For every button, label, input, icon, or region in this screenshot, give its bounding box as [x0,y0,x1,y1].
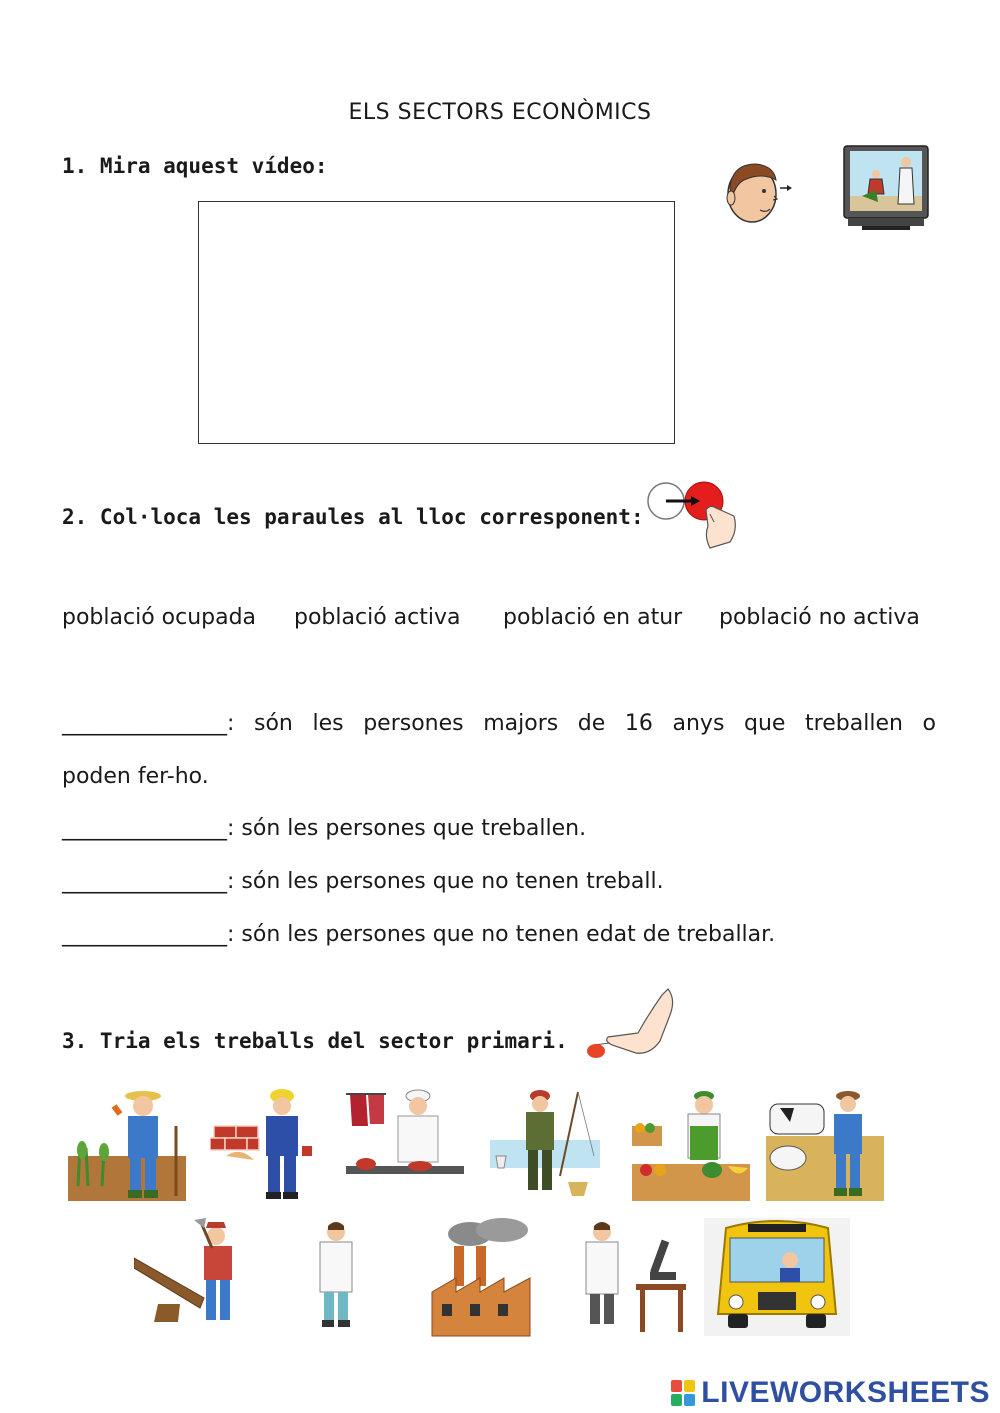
liveworksheets-logo [671,1376,990,1410]
answer-blank[interactable]: _______________ [62,816,227,841]
definition-text: : són les persones que treballen. [227,816,587,841]
video-player[interactable] [198,201,675,444]
greengrocer-icon[interactable] [632,1086,750,1201]
butcher-icon[interactable] [346,1086,464,1201]
farmer-icon[interactable] [68,1086,186,1201]
pointing-hand-icon [578,985,680,1070]
section2-heading: 2. Col·loca les paraules al lloc corresponent: [62,505,644,529]
liveworksheets-logo-icon [671,1380,695,1406]
word-bank-item[interactable]: població en atur [503,605,683,630]
brand-text: LIVEWORKSHEETS [701,1376,990,1409]
word-bank-item[interactable]: població ocupada [62,605,257,630]
definition-text: : són les persones que no tenen treball. [227,869,664,894]
word-bank-item[interactable]: població no activa [719,605,920,630]
place-hand-icon [644,470,740,552]
factory-icon[interactable] [430,1218,534,1338]
answer-blank[interactable]: _______________ [62,711,227,736]
fisherman-icon[interactable] [490,1086,600,1201]
definition-continuation: poden fer-ho. [62,764,209,789]
word-bank-item[interactable]: població activa [294,605,461,630]
definition-text: : són les persones majors de 16 anys que treballen o [227,711,936,736]
section3-heading: 3. Tria els treballs del sector primari. [62,1029,568,1053]
scientist-icon[interactable] [576,1220,688,1334]
look-head-icon [722,158,794,228]
definition-row [62,816,586,841]
doctor-icon[interactable] [308,1220,364,1330]
answer-blank[interactable]: _______________ [62,869,227,894]
definition-row [62,922,775,947]
television-icon [842,144,930,232]
definition-text: : són les persones que no tenen edat de treballar. [227,922,776,947]
page-title: ELS SECTORS ECONÒMICS [348,100,652,125]
lumberjack-icon[interactable] [134,1218,246,1328]
section1-heading: 1. Mira aquest vídeo: [62,154,328,178]
livestock-farmer-icon[interactable] [766,1086,884,1201]
definition-row [62,869,664,894]
definition-row [62,711,936,736]
bricklayer-icon[interactable] [210,1086,328,1201]
bus-driver-icon[interactable] [704,1218,850,1336]
answer-blank[interactable]: _______________ [62,922,227,947]
